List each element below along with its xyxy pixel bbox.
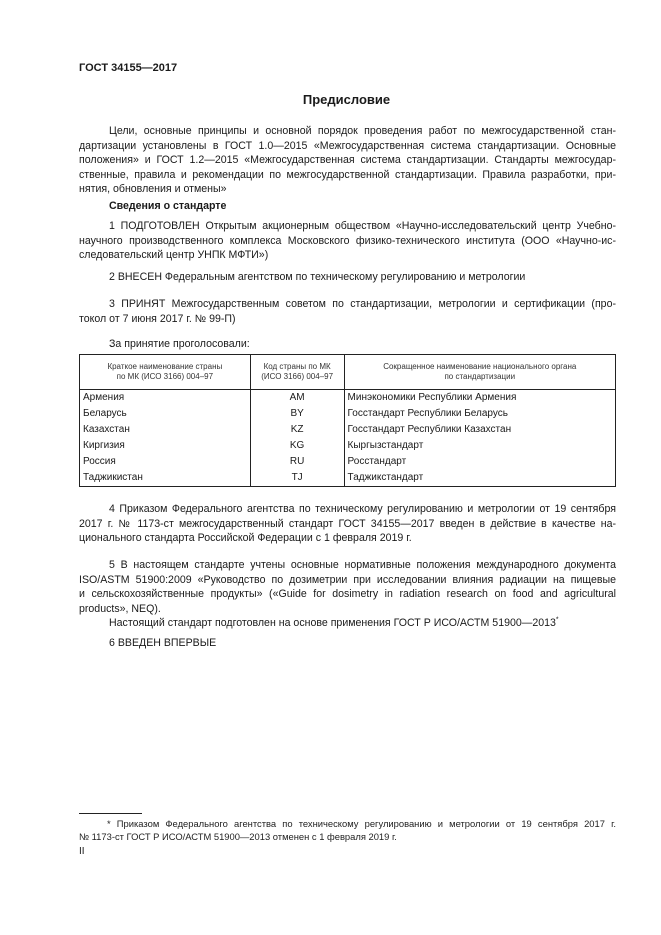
item-3-line: 3 ПРИНЯТ Межгосударственным советом по стандартизации, метрологии и сертификации (про- bbox=[109, 298, 616, 310]
intro-line: положения» и ГОСТ 1.2—2015 «Межгосударственная система стандартизации. Стандарты межгосудар- bbox=[79, 154, 616, 167]
body-cell: Госстандарт Республики Казахстан bbox=[344, 422, 615, 438]
item-1-line: 1 ПОДГОТОВЛЕН Открытым акционерным обществом «Научно-исследовательский центр Учебно- bbox=[109, 220, 616, 232]
item-1-line: научного производственного комплекса Московского физико-технического института (ООО «Научно-ис- bbox=[79, 234, 616, 247]
table-row bbox=[80, 406, 616, 422]
item-4-line: ционального стандарта Российской Федерации с 1 февраля 2019 г. bbox=[79, 532, 412, 545]
body-cell: Минэкономики Республики Армения bbox=[344, 390, 615, 407]
body-cell: Госстандарт Республики Беларусь bbox=[344, 406, 615, 422]
item-2-line: 2 ВНЕСЕН Федеральным агентством по техническому регулированию и метрологии bbox=[109, 271, 526, 283]
country-cell: Киргизия bbox=[80, 438, 251, 454]
intro-line: ственные, правила и рекомендации по межгосударственной стандартизации. Правила разработки, при- bbox=[79, 168, 616, 181]
item-5-line: и сельскохозяйственные продукты» («Guide for dosimetry in radiation research on food and agricultural bbox=[79, 588, 616, 601]
document-code-header: ГОСТ 34155—2017 bbox=[79, 62, 178, 74]
body-cell: Росстандарт bbox=[344, 454, 615, 470]
item-4-line: 4 Приказом Федерального агентства по техническому регулированию и метрологии от 19 сентября bbox=[109, 503, 616, 515]
page-title: Предисловие bbox=[302, 92, 391, 107]
table-header-body: Сокращенное наименование национального органа по стандартизации bbox=[344, 355, 615, 390]
code-cell: RU bbox=[250, 454, 344, 470]
code-cell: AM bbox=[250, 390, 344, 407]
footnote bbox=[79, 817, 616, 843]
code-cell: KG bbox=[250, 438, 344, 454]
item-5-note: Настоящий стандарт подготовлен на основе применения ГОСТ Р ИСО/АСТМ 51900—2013* bbox=[109, 616, 559, 630]
item-2-paragraph bbox=[79, 270, 616, 285]
intro-line: нятия, обновления и отмены» bbox=[79, 183, 227, 196]
item-1-line: следовательский центр УНПК МФТИ») bbox=[79, 249, 269, 262]
item-5-line: 5 В настоящем стандарте учтены основные нормативные положения международного документа bbox=[109, 559, 616, 571]
code-cell: KZ bbox=[250, 422, 344, 438]
country-cell: Россия bbox=[80, 454, 251, 470]
item-1-paragraph bbox=[79, 219, 616, 263]
table-row bbox=[80, 422, 616, 438]
country-cell: Казахстан bbox=[80, 422, 251, 438]
code-cell: TJ bbox=[250, 470, 344, 487]
country-cell: Армения bbox=[80, 390, 251, 407]
table-row bbox=[80, 390, 616, 407]
item-6-line: 6 ВВЕДЕН ВПЕРВЫЕ bbox=[109, 637, 217, 649]
table-header-country: Краткое наименование страны по МК (ИСО 3166) 004–97 bbox=[80, 355, 251, 390]
item-5-line: products», NEQ). bbox=[79, 602, 161, 615]
item-3-line: токол от 7 июня 2017 г. № 99-П) bbox=[79, 312, 236, 325]
body-cell: Таджикстандарт bbox=[344, 470, 615, 487]
votes-caption bbox=[79, 337, 616, 352]
table-header-row bbox=[80, 355, 616, 390]
item-5-line: ISO/ASTM 51900:2009 «Руководство по дозиметрии при исследовании влияния радиации на пищевые bbox=[79, 573, 616, 586]
item-3-paragraph bbox=[79, 297, 616, 326]
item-4-paragraph bbox=[79, 502, 616, 546]
item-6-paragraph bbox=[79, 636, 616, 651]
votes-table bbox=[79, 354, 616, 487]
code-cell: BY bbox=[250, 406, 344, 422]
intro-line: дартизации установлены в ГОСТ 1.0—2015 «Межгосударственная система стандартизации. Основные bbox=[79, 139, 616, 152]
intro-line: Цели, основные принципы и основной порядок проведения работ по межгосударственной стан- bbox=[109, 125, 616, 137]
item-5-paragraph bbox=[79, 558, 616, 631]
footnote-mark: * bbox=[555, 616, 559, 624]
footnote-separator bbox=[79, 813, 142, 814]
table-row bbox=[80, 470, 616, 487]
page-number: II bbox=[79, 846, 85, 857]
votes-caption-text: За принятие проголосовали: bbox=[109, 338, 250, 350]
country-cell: Таджикистан bbox=[80, 470, 251, 487]
table-header-code: Код страны по МК (ИСО 3166) 004–97 bbox=[250, 355, 344, 390]
intro-paragraph bbox=[79, 124, 616, 197]
table-row bbox=[80, 454, 616, 470]
table-row bbox=[80, 438, 616, 454]
item-4-line: 2017 г. № 1173-ст межгосударственный стандарт ГОСТ 34155—2017 введен в действие в качестве на- bbox=[79, 517, 616, 530]
footnote-line: № 1173-ст ГОСТ Р ИСО/АСТМ 51900—2013 отменен с 1 февраля 2019 г. bbox=[79, 831, 397, 842]
country-cell: Беларусь bbox=[80, 406, 251, 422]
body-cell: Кыргызстандарт bbox=[344, 438, 615, 454]
section-subheading: Сведения о стандарте bbox=[109, 200, 227, 212]
footnote-line: * Приказом Федерального агентства по техническому регулированию и метрологии от 19 сентября 2017 г. bbox=[107, 818, 616, 829]
